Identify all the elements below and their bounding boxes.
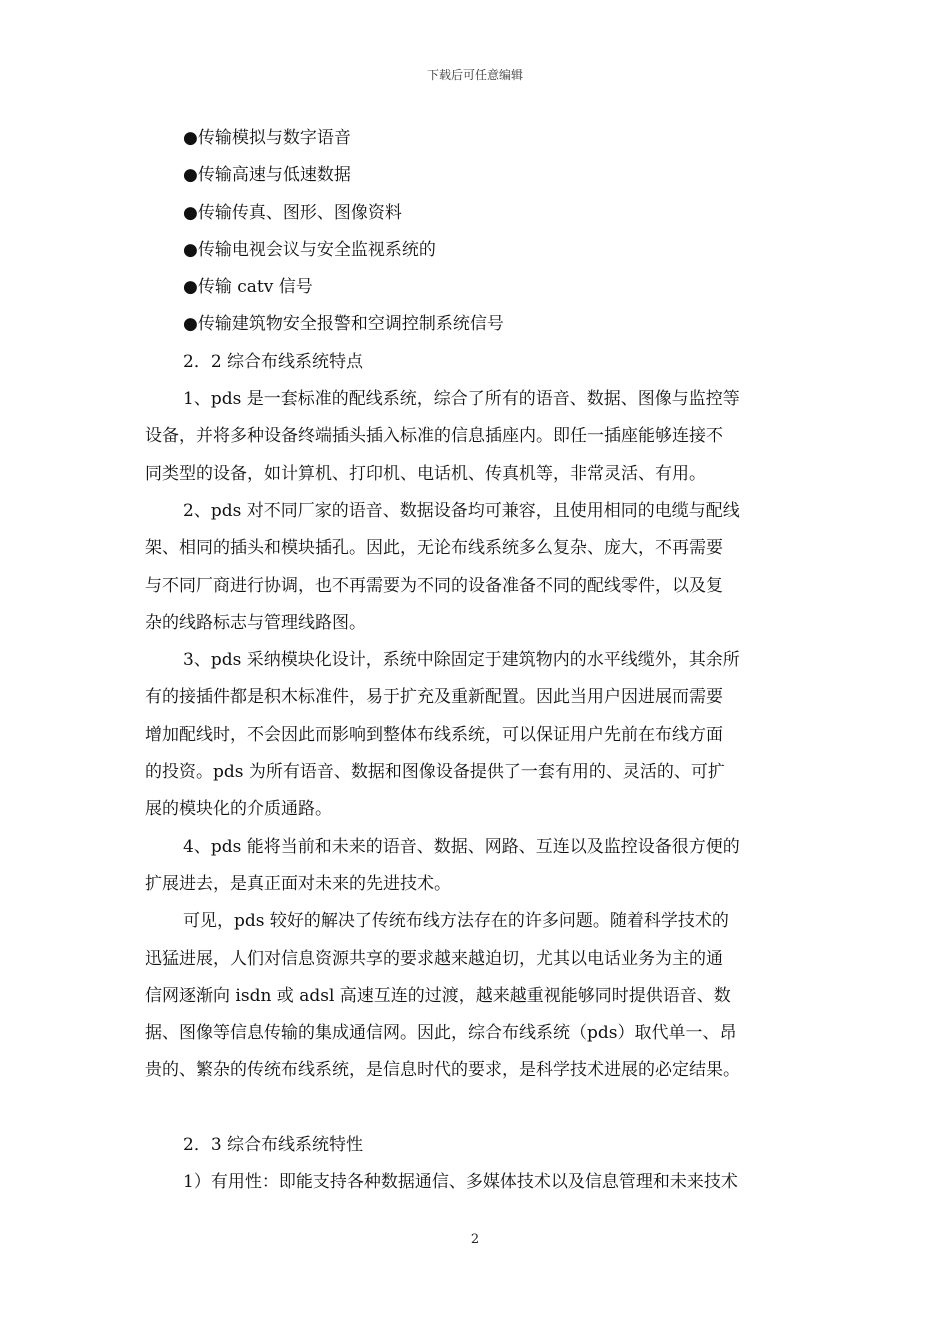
paragraph-line: 展的模块化的介质通路。 — [145, 799, 332, 820]
paragraph-line: 贵的、繁杂的传统布线系统，是信息时代的要求，是科学技术进展的必定结果。 — [145, 1060, 740, 1081]
paragraph-line: 3、pds 采纳模块化设计，系统中除固定于建筑物内的水平线缆外，其余所 — [183, 650, 740, 671]
paragraph-line: 扩展进去，是真正面对未来的先进技术。 — [145, 873, 451, 894]
paragraph-line: 据、图像等信息传输的集成通信网。因此，综合布线系统（pds）取代单一、昂 — [145, 1023, 737, 1044]
paragraph-3 — [145, 642, 815, 828]
paragraph-line: 增加配线时，不会因此而影响到整体布线系统，可以保证用户先前在布线方面 — [145, 724, 723, 745]
paragraph-line: 与不同厂商进行协调，也不再需要为不同的设备准备不同的配线零件，以及复 — [145, 575, 723, 596]
paragraph-line: 1）有用性：即能支持各种数据通信、多媒体技术以及信息管理和未来技术 — [183, 1172, 738, 1193]
paragraph-line: 迅猛进展，人们对信息资源共享的要求越来越迫切，尤其以电话业务为主的通 — [145, 948, 723, 969]
paragraph-line: 的投资。pds 为所有语音、数据和图像设备提供了一套有用的、灵活的、可扩 — [145, 762, 725, 783]
paragraph-line: 杂的线路标志与管理线路图。 — [145, 612, 366, 633]
paragraph-line: 2、pds 对不同厂家的语音、数据设备均可兼容，且使用相同的电缆与配线 — [183, 500, 740, 521]
paragraph-line: 设备，并将多种设备终端插头插入标准的信息插座内。即任一插座能够连接不 — [145, 426, 723, 447]
paragraph-line: 可见，pds 较好的解决了传统布线方法存在的许多问题。随着科学技术的 — [183, 911, 729, 932]
paragraph-4 — [145, 829, 815, 904]
page-number: 2 — [470, 1232, 480, 1247]
bullet-item: ●传输高速与低速数据 — [183, 165, 351, 186]
paragraph-line: 信网逐渐向 isdn 或 adsl 高速互连的过渡，越来越重视能够同时提供语音、数 — [145, 985, 731, 1006]
paragraph-line: 有的接插件都是积木标准件，易于扩充及重新配置。因此当用户因进展而需要 — [145, 687, 723, 708]
paragraph-2 — [145, 493, 815, 642]
paragraph-line: 架、相同的插头和模块插孔。因此，无论布线系统多么复杂、庞大，不再需要 — [145, 538, 723, 559]
paragraph-line: 4、pds 能将当前和未来的语音、数据、网路、互连以及监控设备很方便的 — [183, 836, 740, 857]
bullet-item: ●传输电视会议与安全监视系统的 — [183, 239, 436, 260]
paragraph-line: 同类型的设备，如计算机、打印机、电话机、传真机等，非常灵活、有用。 — [145, 463, 706, 484]
blank-line — [145, 1090, 815, 1127]
paragraph-line: 1、pds 是一套标准的配线系统，综合了所有的语音、数据、图像与监控等 — [183, 389, 740, 410]
bullet-item: ●传输建筑物安全报警和空调控制系统信号 — [183, 314, 504, 335]
paragraph-5 — [145, 903, 815, 1089]
paragraph-1 — [145, 381, 815, 493]
section-heading: 2．2 综合布线系统特点 — [183, 351, 364, 372]
bullet-item: ●传输模拟与数字语音 — [183, 128, 351, 148]
document-body — [145, 120, 815, 1202]
bullet-item: ●传输传真、图形、图像资料 — [183, 202, 402, 223]
page-header: 下载后可任意编辑 — [426, 68, 523, 82]
section-heading: 2．3 综合布线系统特性 — [183, 1135, 364, 1156]
bullet-item: ●传输 catv 信号 — [183, 277, 313, 298]
